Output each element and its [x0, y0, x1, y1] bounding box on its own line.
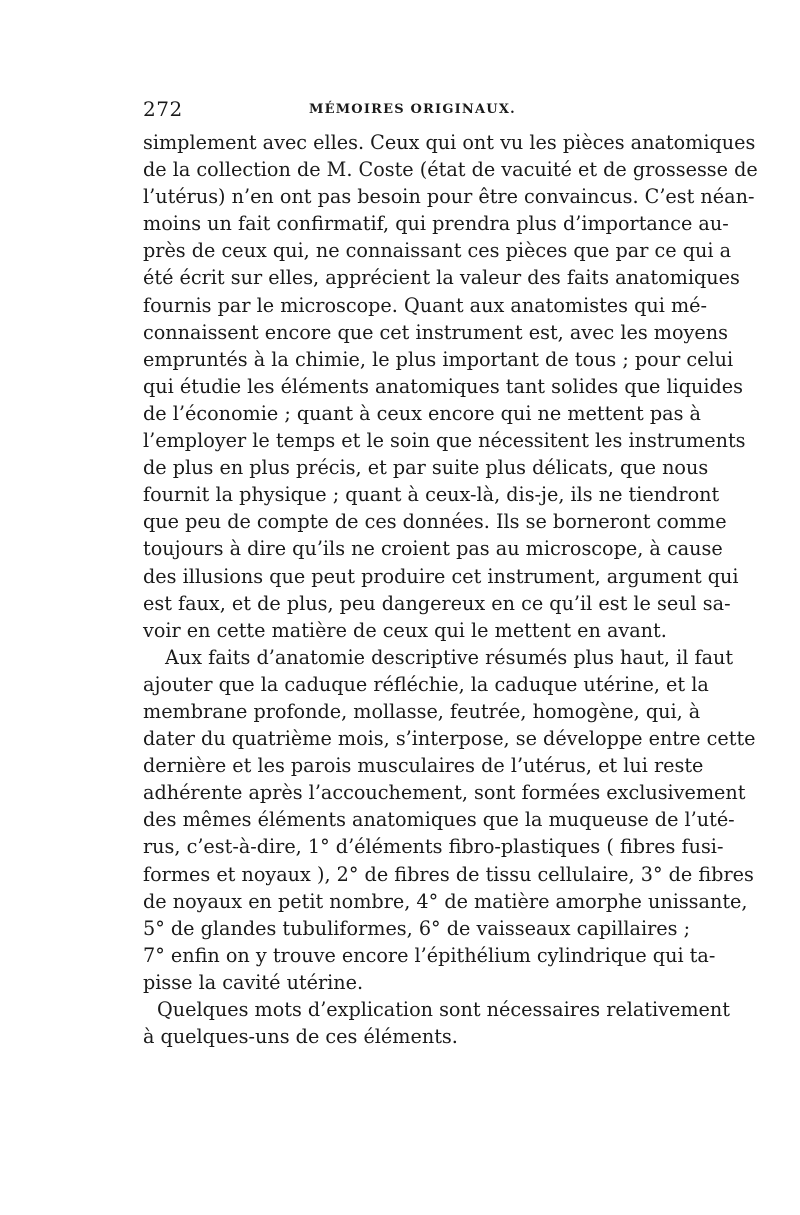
text-line: qui étudie les éléments anatomiques tant solides que liquides [143, 374, 743, 398]
paragraph-first-line: Quelques mots d’explication sont nécessaires relativement [157, 998, 730, 1021]
text-line: dater du quatrième mois, s’interpose, se développe entre cette [143, 727, 756, 751]
text-line: pisse la cavité utérine. [143, 970, 364, 994]
running-head: MÉMOIRES ORIGINAUX. [309, 102, 516, 117]
text-line: connaissent encore que cet instrument est, avec les moyens [143, 320, 728, 344]
text-line: rus, c’est-à-dire, 1° d’éléments fibro-plastiques ( fibres fusi- [143, 835, 724, 859]
paragraph-first-line: Aux faits d’anatomie descriptive résumés plus haut, il faut [165, 645, 734, 669]
text-line: fournis par le microscope. Quant aux anatomistes qui mé- [143, 293, 707, 317]
text-line: formes et noyaux ), 2° de fibres de tissu cellulaire, 3° de fibres [143, 862, 754, 886]
text-line: l’utérus) n’en ont pas besoin pour être convaincus. C’est néan- [143, 185, 755, 209]
text-line: été écrit sur elles, apprécient la valeur des faits anatomiques [143, 266, 740, 290]
text-line: dernière et les parois musculaires de l’utérus, et lui reste [143, 754, 704, 778]
text-line: adhérente après l’accouchement, sont formées exclusivement [143, 781, 746, 805]
text-line: près de ceux qui, ne connaissant ces pièces que par ce qui a [143, 239, 732, 263]
text-line: de noyaux en petit nombre, 4° de matière amorphe unissante, [143, 889, 748, 913]
text-line: à quelques-uns de ces éléments. [143, 1025, 458, 1049]
text-line: de la collection de M. Coste (état de vacuité et de grossesse de [143, 158, 758, 182]
text-line: des illusions que peut produire cet instrument, argument qui [143, 564, 739, 588]
text-line: l’employer le temps et le soin que nécessitent les instruments [143, 429, 746, 453]
body-text [143, 129, 758, 1050]
text-line: toujours à dire qu’ils ne croient pas au microscope, à cause [143, 537, 723, 561]
text-line: 7° enfin on y trouve encore l’épithélium cylindrique qui ta- [143, 943, 716, 967]
text-line: de plus en plus précis, et par suite plus délicats, que nous [143, 456, 709, 480]
text-line: membrane profonde, mollasse, feutrée, homogène, qui, à [143, 699, 701, 723]
text-line: que peu de compte de ces données. Ils se borneront comme [143, 510, 727, 534]
text-line: voir en cette matière de ceux qui le mettent en avant. [143, 618, 667, 642]
text-line: ajouter que la caduque réfléchie, la caduque utérine, et la [143, 672, 709, 696]
text-line: est faux, et de plus, peu dangereux en ce qu’il est le seul sa- [143, 591, 731, 615]
page-number: 272 [143, 97, 183, 121]
text-line: fournit la physique ; quant à ceux-là, dis-je, ils ne tiendront [143, 483, 720, 507]
text-line: 5° de glandes tubuliformes, 6° de vaisseaux capillaires ; [143, 916, 691, 940]
page-header [143, 96, 663, 122]
text-line: empruntés à la chimie, le plus important de tous ; pour celui [143, 347, 734, 371]
text-line: de l’économie ; quant à ceux encore qui ne mettent pas à [143, 401, 701, 425]
text-line: des mêmes éléments anatomiques que la muqueuse de l’uté- [143, 808, 735, 832]
text-line: simplement avec elles. Ceux qui ont vu les pièces anatomiques [143, 131, 756, 154]
text-line: moins un fait confirmatif, qui prendra plus d’importance au- [143, 212, 729, 236]
